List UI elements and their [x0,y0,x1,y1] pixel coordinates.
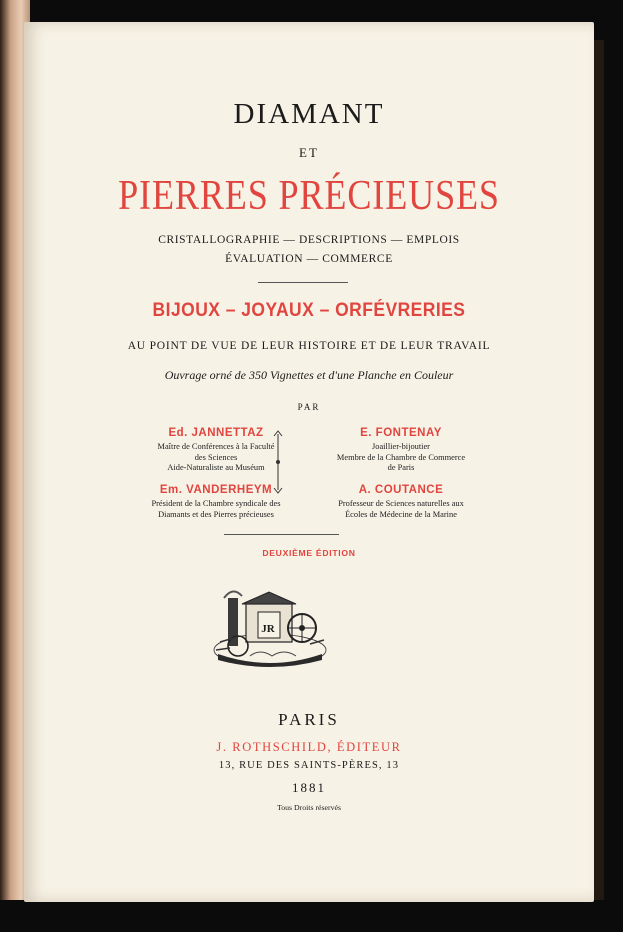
illustrations-note: Ouvrage orné de 350 Vignettes et d'une Planche en Couleur [164,368,454,382]
by-label: PAR [297,402,321,412]
author-description [111,442,321,474]
author-vanderheym [111,484,321,520]
publisher-address: 13, RUE DES SAINTS-PÈRES, 13 [218,760,400,771]
author-desc-line: Maître de Conférences à la Faculté [157,442,275,451]
title-connector: ET [299,145,319,160]
publisher-city: PARIS [278,710,340,729]
author-coutance [296,484,506,520]
rights-notice: Tous Droits réservés [277,803,341,812]
author-desc-line: Président de la Chambre syndicale des [151,499,281,508]
author-desc-line: Joaillier-bijoutier [372,442,430,451]
publication-year: 1881 [292,780,326,795]
divider [258,282,348,283]
author-description [111,499,321,520]
divider [224,534,339,535]
title-pierres-precieuses: PIERRES PRÉCIEUSES [118,173,500,219]
author-desc-line: Écoles de Médecine de la Marine [345,509,457,519]
author-desc-line: des Sciences [194,452,238,462]
author-desc-line: Aide-Naturaliste au Muséum [167,463,265,473]
author-desc-line: Professeur de Sciences naturelles aux [338,499,464,508]
title-diamant: DIAMANT [233,98,385,130]
subject-line: AU POINT DE VUE DE LEUR HISTOIRE ET DE LEUR TRAVAIL [127,340,491,352]
author-name: Ed. JANNETTAZ [168,427,264,439]
title-page [24,22,594,902]
subject-heading: BIJOUX – JOYAUX – ORFÉVRERIES [152,300,466,321]
author-name: E. FONTENAY [360,427,442,439]
subtitle-line-2: ÉVALUATION — COMMERCE [225,253,393,265]
publisher-name: J. ROTHSCHILD, ÉDITEUR [216,740,402,754]
author-fontenay [296,427,506,474]
author-description [296,442,506,474]
author-desc-line: Membre de la Chambre de Commerce [336,452,466,462]
column-divider-ornament [271,430,285,494]
author-jannettaz [111,427,321,474]
author-name: Em. VANDERHEYM [159,484,273,496]
author-description [296,499,506,520]
author-name: A. COUTANCE [358,484,444,496]
author-desc-line: de Paris [387,463,415,473]
edition-label: DEUXIÈME ÉDITION [262,548,356,558]
publisher-monogram: JR [261,623,275,635]
author-desc-line: Diamants et des Pierres précieuses [158,509,274,519]
subtitle-line-1: CRISTALLOGRAPHIE — DESCRIPTIONS — EMPLOIS [158,234,460,246]
